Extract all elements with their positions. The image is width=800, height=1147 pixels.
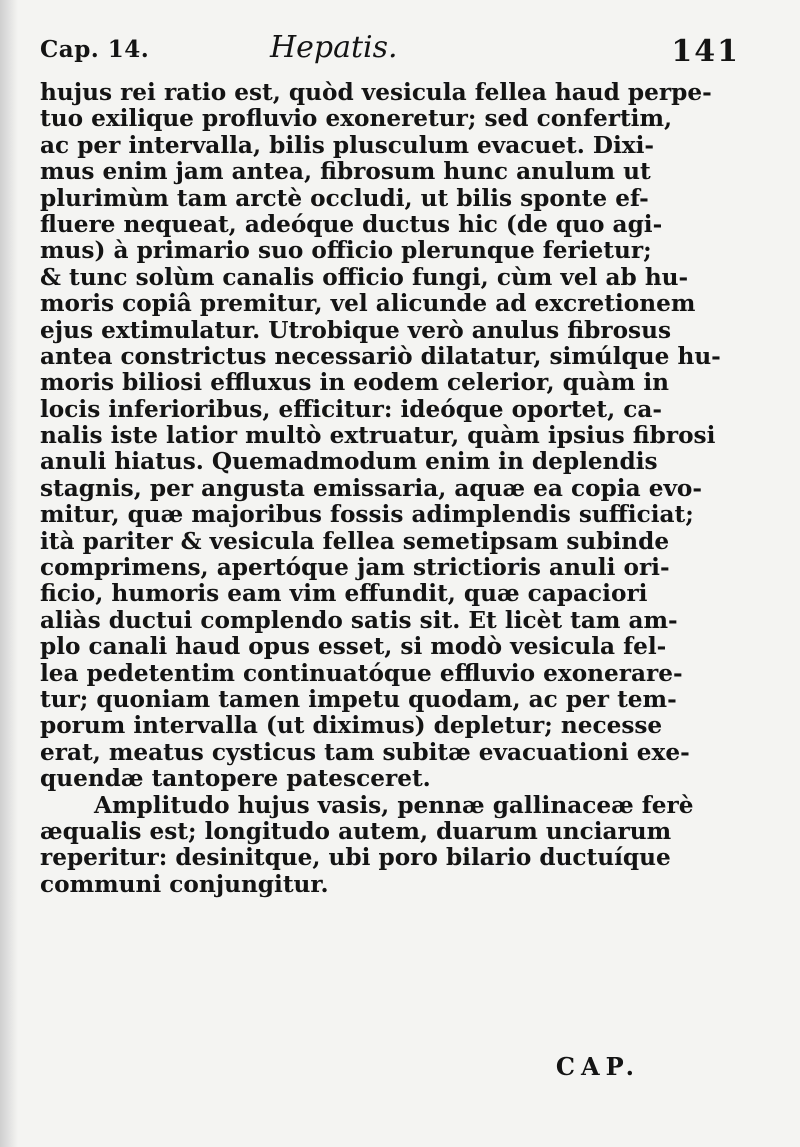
text-line: erat, meatus cysticus tam subitæ evacuationi exe- bbox=[40, 738, 690, 766]
text-line: ficio, humoris eam vim effundit, quæ capaciori bbox=[40, 580, 648, 608]
text-line: communi conjungitur. bbox=[40, 870, 329, 898]
text-line: tur; quoniam tamen impetu quodam, ac per tem- bbox=[40, 685, 677, 713]
text-line: moris copiâ premitur, vel alicunde ad excretionem bbox=[40, 290, 696, 318]
running-title: Hepatis. bbox=[270, 30, 398, 65]
text-line: porum intervalla (ut diximus) depletur; necesse bbox=[40, 712, 663, 740]
catchword: CAP. bbox=[555, 1052, 640, 1081]
text-line: hujus rei ratio est, quòd vesicula fellea haud perpe- bbox=[40, 79, 712, 106]
text-line: plo canali haud opus esset, si modò vesicula fel- bbox=[40, 633, 667, 661]
text-line: nalis iste latior multò extruatur, quàm ipsius fibrosi bbox=[40, 422, 716, 450]
text-line: moris biliosi effluxus in eodem celerior, quàm in bbox=[40, 369, 670, 397]
text-line: ac per intervalla, bilis plusculum evacuet. Dixi- bbox=[40, 131, 655, 159]
text-line: mus) à primario suo officio plerunque ferietur; bbox=[40, 237, 652, 265]
text-line: æqualis est; longitudo autem, duarum unciarum bbox=[40, 817, 672, 845]
text-line: mus enim jam antea, fibrosum hunc anulum ut bbox=[40, 158, 651, 186]
running-header bbox=[40, 30, 780, 76]
text-line: aliàs ductui complendo satis sit. Et licèt tam am- bbox=[40, 606, 678, 634]
text-line: lea pedetentim continuatóque effluvio exonerare- bbox=[40, 659, 683, 687]
chapter-label: Cap. 14. bbox=[40, 36, 150, 63]
text-line: ità pariter & vesicula fellea semetipsam subinde bbox=[40, 527, 670, 555]
text-line: locis inferioribus, efficitur: ideóque oportet, ca- bbox=[40, 395, 663, 423]
text-line: ejus extimulatur. Utrobique verò anulus fibrosus bbox=[40, 316, 672, 344]
page-gutter-shadow bbox=[0, 0, 18, 1147]
page-number: 141 bbox=[671, 34, 740, 69]
text-line: fluere nequeat, adeóque ductus hic (de quo agi- bbox=[40, 210, 663, 238]
text-line: quendæ tantopere patesceret. bbox=[40, 765, 431, 793]
text-line: Amplitudo hujus vasis, pennæ gallinaceæ ferè bbox=[94, 791, 694, 819]
text-line: reperitur: desinitque, ubi poro bilario ductuíque bbox=[40, 844, 671, 872]
text-line: plurimùm tam arctè occludi, ut bilis sponte ef- bbox=[40, 184, 649, 212]
text-line: comprimens, apertóque jam strictioris anuli ori- bbox=[40, 554, 670, 582]
text-line: stagnis, per angusta emissaria, aquæ ea copia evo- bbox=[40, 474, 703, 502]
text-line: tuo exilique profluvio exoneretur; sed confertim, bbox=[40, 105, 673, 133]
text-line: antea constrictus necessariò dilatatur, simúlque hu- bbox=[40, 342, 721, 370]
text-line: & tunc solùm canalis officio fungi, cùm vel ab hu- bbox=[40, 263, 689, 291]
text-line: mitur, quæ majoribus fossis adimplendis sufficiat; bbox=[40, 501, 694, 529]
main-text-block bbox=[40, 79, 721, 898]
text-line: anuli hiatus. Quemadmodum enim in deplendis bbox=[40, 448, 658, 476]
